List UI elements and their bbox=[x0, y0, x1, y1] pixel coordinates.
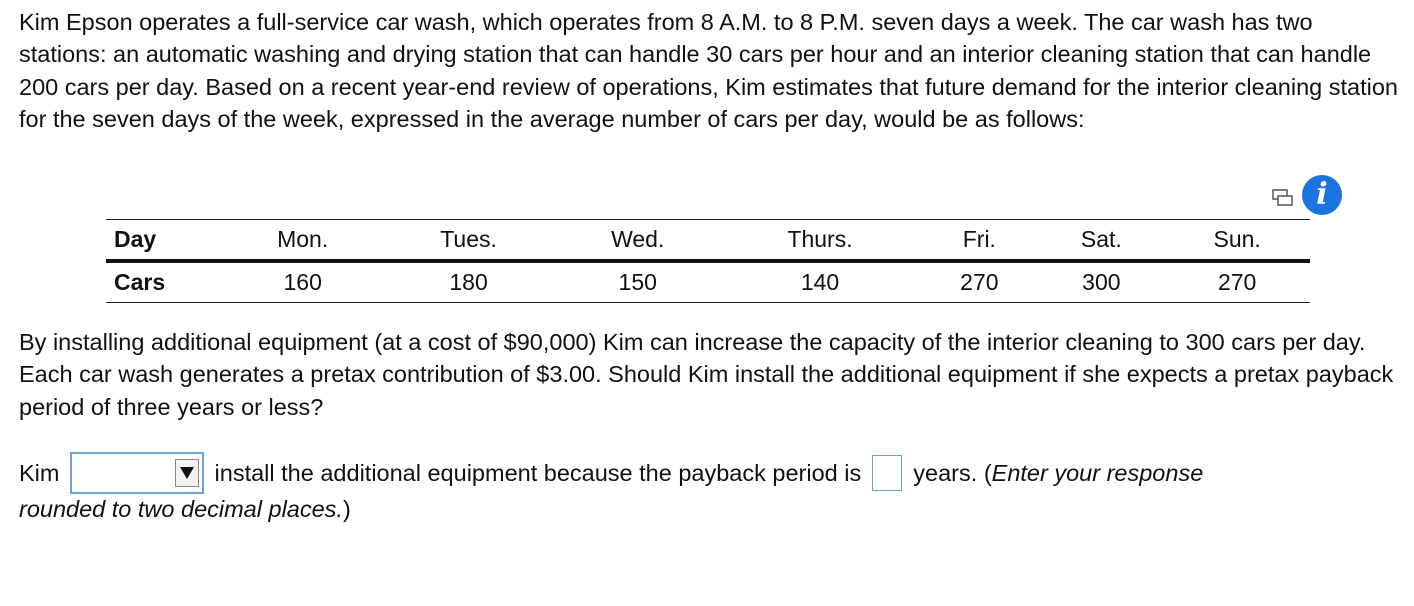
copy-icon[interactable] bbox=[1272, 186, 1294, 204]
cars-wed: 150 bbox=[556, 261, 720, 303]
answer-prefix: Kim bbox=[19, 460, 60, 486]
cars-thurs: 140 bbox=[720, 261, 921, 303]
day-thurs: Thurs. bbox=[720, 220, 921, 262]
answer-close: ) bbox=[342, 495, 351, 522]
cars-sat: 300 bbox=[1038, 261, 1164, 303]
day-tues: Tues. bbox=[381, 220, 555, 262]
table-row bbox=[106, 261, 1310, 303]
day-wed: Wed. bbox=[556, 220, 720, 262]
answer-suffix: years. ( bbox=[913, 460, 992, 486]
answer-sentence bbox=[19, 452, 1404, 524]
day-sun: Sun. bbox=[1164, 220, 1310, 262]
problem-intro: Kim Epson operates a full-service car wash, which operates from 8 A.M. to 8 P.M. seven days a week. The car wash has two stations: an automatic washing and drying station that can handle 30 cars per hour and an interior cleaning station that can handle 200 cars per day. Based on a recent year-end review of operations, Kim estimates that future demand for the interior cleaning station for the seven days of the week, expressed in the average number of cars per day, would be as follows: bbox=[19, 9, 1398, 133]
info-icon[interactable]: i bbox=[1302, 175, 1342, 215]
cars-fri: 270 bbox=[920, 261, 1038, 303]
cars-tues: 180 bbox=[381, 261, 555, 303]
table-header-row bbox=[106, 220, 1310, 262]
demand-table bbox=[106, 219, 1310, 303]
answer-middle: install the additional equipment because the payback period is bbox=[214, 460, 862, 486]
cars-mon: 160 bbox=[224, 261, 381, 303]
answer-second-line bbox=[19, 494, 1404, 524]
dropdown-arrow-icon[interactable] bbox=[175, 459, 199, 487]
instruction-italic-1: Enter your response bbox=[991, 460, 1204, 486]
question-text: By installing additional equipment (at a cost of $90,000) Kim can increase the capacity of the interior cleaning to 300 cars per day. Each car wash generates a pretax contribution of $3.00. Should Kim install the additional equipment if she expects a pretax payback period of three years or less? bbox=[19, 329, 1394, 420]
cars-header: Cars bbox=[106, 261, 224, 303]
payback-period-input[interactable] bbox=[872, 455, 902, 491]
day-fri: Fri. bbox=[920, 220, 1038, 262]
day-sat: Sat. bbox=[1038, 220, 1164, 262]
instruction-italic-2: rounded to two decimal places. bbox=[19, 495, 343, 522]
day-mon: Mon. bbox=[224, 220, 381, 262]
toolbar bbox=[1272, 172, 1332, 216]
cars-sun: 270 bbox=[1164, 261, 1310, 303]
should-install-dropdown[interactable] bbox=[70, 452, 204, 494]
day-header: Day bbox=[106, 220, 224, 262]
